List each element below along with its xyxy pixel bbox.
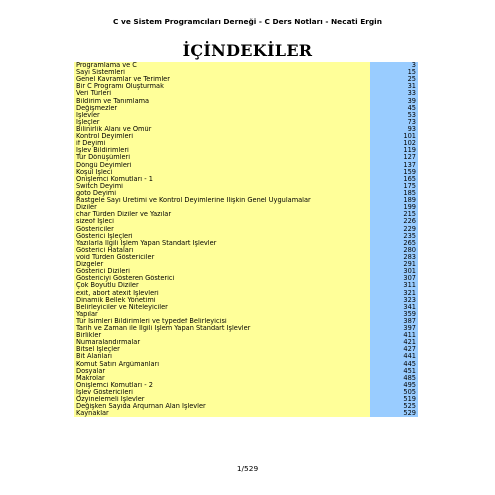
toc-entry-page: 321 [370,290,418,297]
toc-entry[interactable] [74,247,418,254]
toc-entry-title: Birlikler [74,332,370,339]
toc-entry-page: 519 [370,396,418,403]
toc-entry[interactable] [74,275,418,282]
toc-entry-page: 73 [370,119,418,126]
toc-entry-page: 31 [370,83,418,90]
toc-entry-page: 397 [370,325,418,332]
toc-entry[interactable] [74,105,418,112]
toc-entry[interactable] [74,98,418,105]
toc-entry[interactable] [74,183,418,190]
toc-entry-page: 229 [370,226,418,233]
toc-entry-title: Veri Türleri [74,90,370,97]
toc-entry-title: Değişken Sayıda Arqurnan Alan İşlevler [74,403,370,410]
toc-entry[interactable] [74,176,418,183]
page-number: 1/529 [236,464,259,473]
toc-entry[interactable] [74,332,418,339]
toc-entry[interactable] [74,311,418,318]
toc-entry-title: Özyinelemeli İşlevler [74,396,370,403]
toc-entry[interactable] [74,304,418,311]
toc-entry-title: Önişlemci Komutları - 1 [74,176,370,183]
toc-entry-page: 311 [370,282,418,289]
toc-entry-page: 283 [370,254,418,261]
toc-entry[interactable] [74,154,418,161]
toc-entry[interactable] [74,162,418,169]
toc-entry-title: Yapılar [74,311,370,318]
toc-entry-title: Değişmezler [74,105,370,112]
toc-entry[interactable] [74,62,418,69]
toc-entry-title: Tür Dönüşümleri [74,154,370,161]
toc-entry-title: Rastgele Sayı Üretimi ve Kontrol Deyimlerine İlişkin Genel Uygulamalar [74,197,370,204]
toc-entry-page: 165 [370,176,418,183]
toc-entry-page: 529 [370,410,418,417]
toc-entry[interactable] [74,353,418,360]
toc-entry-page: 119 [370,147,418,154]
toc-entry[interactable] [74,268,418,275]
toc-entry-title: İşlev Bildirimleri [74,147,370,154]
toc-entry-title: Sayı Sistemleri [74,69,370,76]
toc-entry-page: 323 [370,297,418,304]
toc-entry-title: İşlevler [74,112,370,119]
toc-entry-page: 525 [370,403,418,410]
toc-entry-page: 175 [370,183,418,190]
toc-entry[interactable] [74,240,418,247]
toc-entry-title: Makrolar [74,375,370,382]
toc-entry-page: 341 [370,304,418,311]
toc-entry-page: 451 [370,368,418,375]
toc-entry-page: 3 [370,62,418,69]
toc-entry-title: Genel Kavramlar ve Terimler [74,76,370,83]
toc-entry[interactable] [74,197,418,204]
toc-entry[interactable] [74,346,418,353]
toc-entry-page: 301 [370,268,418,275]
toc-entry-page: 421 [370,339,418,346]
toc-entry-title: Programlama ve C [74,62,370,69]
toc-entry[interactable] [74,147,418,154]
toc-entry-title: Belirleyiciler ve Niteleyiciler [74,304,370,311]
toc-entry-page: 25 [370,76,418,83]
toc-entry-title: Göstericiyi Gösteren Gösterici [74,275,370,282]
toc-entry[interactable] [74,254,418,261]
toc-entry[interactable] [74,261,418,268]
toc-entry[interactable] [74,69,418,76]
toc-entry[interactable] [74,126,418,133]
toc-entry-title: Koşul İşleci [74,169,370,176]
toc-entry-page: 505 [370,389,418,396]
toc-entry-page: 235 [370,233,418,240]
toc-entry[interactable] [74,76,418,83]
toc-entry-title: Gösterici Dizileri [74,268,370,275]
toc-entry-page: 445 [370,361,418,368]
toc-entry[interactable] [74,211,418,218]
toc-entry[interactable] [74,297,418,304]
toc-entry-page: 137 [370,162,418,169]
toc-entry-title: Dosyalar [74,368,370,375]
toc-entry[interactable] [74,396,418,403]
toc-entry-title: Döngü Deyimleri [74,162,370,169]
toc-entry[interactable] [74,218,418,225]
toc-entry-title: Tür İsimleri Bildirimleri ve typedef Belirleyicisi [74,318,370,325]
toc-entry[interactable] [74,112,418,119]
toc-entry-title: Kaynaklar [74,410,370,417]
toc-entry-page: 359 [370,311,418,318]
toc-entry-page: 411 [370,332,418,339]
toc-entry-page: 199 [370,204,418,211]
toc-entry[interactable] [74,318,418,325]
toc-entry-title: Bit Alanları [74,353,370,360]
toc-entry-title: if Deyimi [74,140,370,147]
toc-entry[interactable] [74,282,418,289]
toc-entry-page: 45 [370,105,418,112]
toc-entry-title: char Türden Diziler ve Yazılar [74,211,370,218]
toc-entry-title: Dinamik Bellek Yönetimi [74,297,370,304]
toc-entry[interactable] [74,290,418,297]
toc-entry-title: Bildirim ve Tanımlama [74,98,370,105]
toc-entry-page: 291 [370,261,418,268]
toc-entry-title: İşlev Göstericileri [74,389,370,396]
toc-entry[interactable] [74,83,418,90]
toc-entry[interactable] [74,119,418,126]
toc-entry-page: 185 [370,190,418,197]
toc-entry-title: Dizgeler [74,261,370,268]
toc-entry-page: 15 [370,69,418,76]
toc-entry-page: 495 [370,382,418,389]
toc-entry-page: 215 [370,211,418,218]
toc-entry[interactable] [74,375,418,382]
toc-entry[interactable] [74,403,418,410]
toc-entry-title: Switch Deyimi [74,183,370,190]
toc-entry-page: 265 [370,240,418,247]
toc-entry-title: Çok Boyutlu Diziler [74,282,370,289]
toc-entry-title: İşleçler [74,119,370,126]
toc-entry[interactable] [74,389,418,396]
toc-entry-page: 387 [370,318,418,325]
toc-entry-page: 280 [370,247,418,254]
toc-entry[interactable] [74,226,418,233]
toc-entry-title: Bilinirlik Alanı ve Ömür [74,126,370,133]
toc-entry[interactable] [74,204,418,211]
toc-entry-page: 159 [370,169,418,176]
toc-entry[interactable] [74,133,418,140]
toc-entry[interactable] [74,410,418,417]
page-title: İÇİNDEKİLER [182,41,313,60]
toc-entry-page: 33 [370,90,418,97]
toc-entry-title: Göstericiler [74,226,370,233]
table-of-contents [74,62,418,417]
toc-entry[interactable] [74,368,418,375]
toc-entry-title: Tarih ve Zaman ile İlgili İşlem Yapan Standart İşlevler [74,325,370,332]
toc-entry-page: 307 [370,275,418,282]
toc-entry-title: goto Deyimi [74,190,370,197]
toc-entry-page: 101 [370,133,418,140]
toc-entry-title: Komut Satırı Argümanları [74,361,370,368]
toc-entry[interactable] [74,190,418,197]
toc-entry-title: Yazılarla İlgili İşlem Yapan Standart İşlevler [74,240,370,247]
document-header: C ve Sistem Programcıları Derneği - C Ders Notları - Necati Ergin [113,17,382,26]
toc-entry-title: Diziler [74,204,370,211]
toc-entry-page: 441 [370,353,418,360]
toc-entry-title: Bitsel İşleçler [74,346,370,353]
toc-entry[interactable] [74,233,418,240]
toc-entry[interactable] [74,361,418,368]
toc-entry-page: 427 [370,346,418,353]
toc-entry-title: void Türden Göstericiler [74,254,370,261]
toc-entry[interactable] [74,339,418,346]
toc-entry-title: Gösterici İşleçleri [74,233,370,240]
toc-entry-page: 189 [370,197,418,204]
toc-entry-title: Bir C Programı Oluşturmak [74,83,370,90]
toc-entry-title: exit, abort atexit İşlevleri [74,290,370,297]
toc-entry-page: 485 [370,375,418,382]
toc-entry-page: 127 [370,154,418,161]
toc-entry-page: 93 [370,126,418,133]
toc-entry-title: Önişlemci Komutları - 2 [74,382,370,389]
toc-entry-title: Gösterici Hataları [74,247,370,254]
toc-entry-page: 102 [370,140,418,147]
toc-entry[interactable] [74,90,418,97]
toc-entry[interactable] [74,382,418,389]
toc-entry-page: 39 [370,98,418,105]
toc-entry-page: 53 [370,112,418,119]
toc-entry-title: sizeof İşleci [74,218,370,225]
toc-entry[interactable] [74,169,418,176]
toc-entry-title: Numaralandırmalar [74,339,370,346]
toc-entry-page: 226 [370,218,418,225]
toc-entry-title: Kontrol Deyimleri [74,133,370,140]
toc-entry[interactable] [74,140,418,147]
toc-entry[interactable] [74,325,418,332]
